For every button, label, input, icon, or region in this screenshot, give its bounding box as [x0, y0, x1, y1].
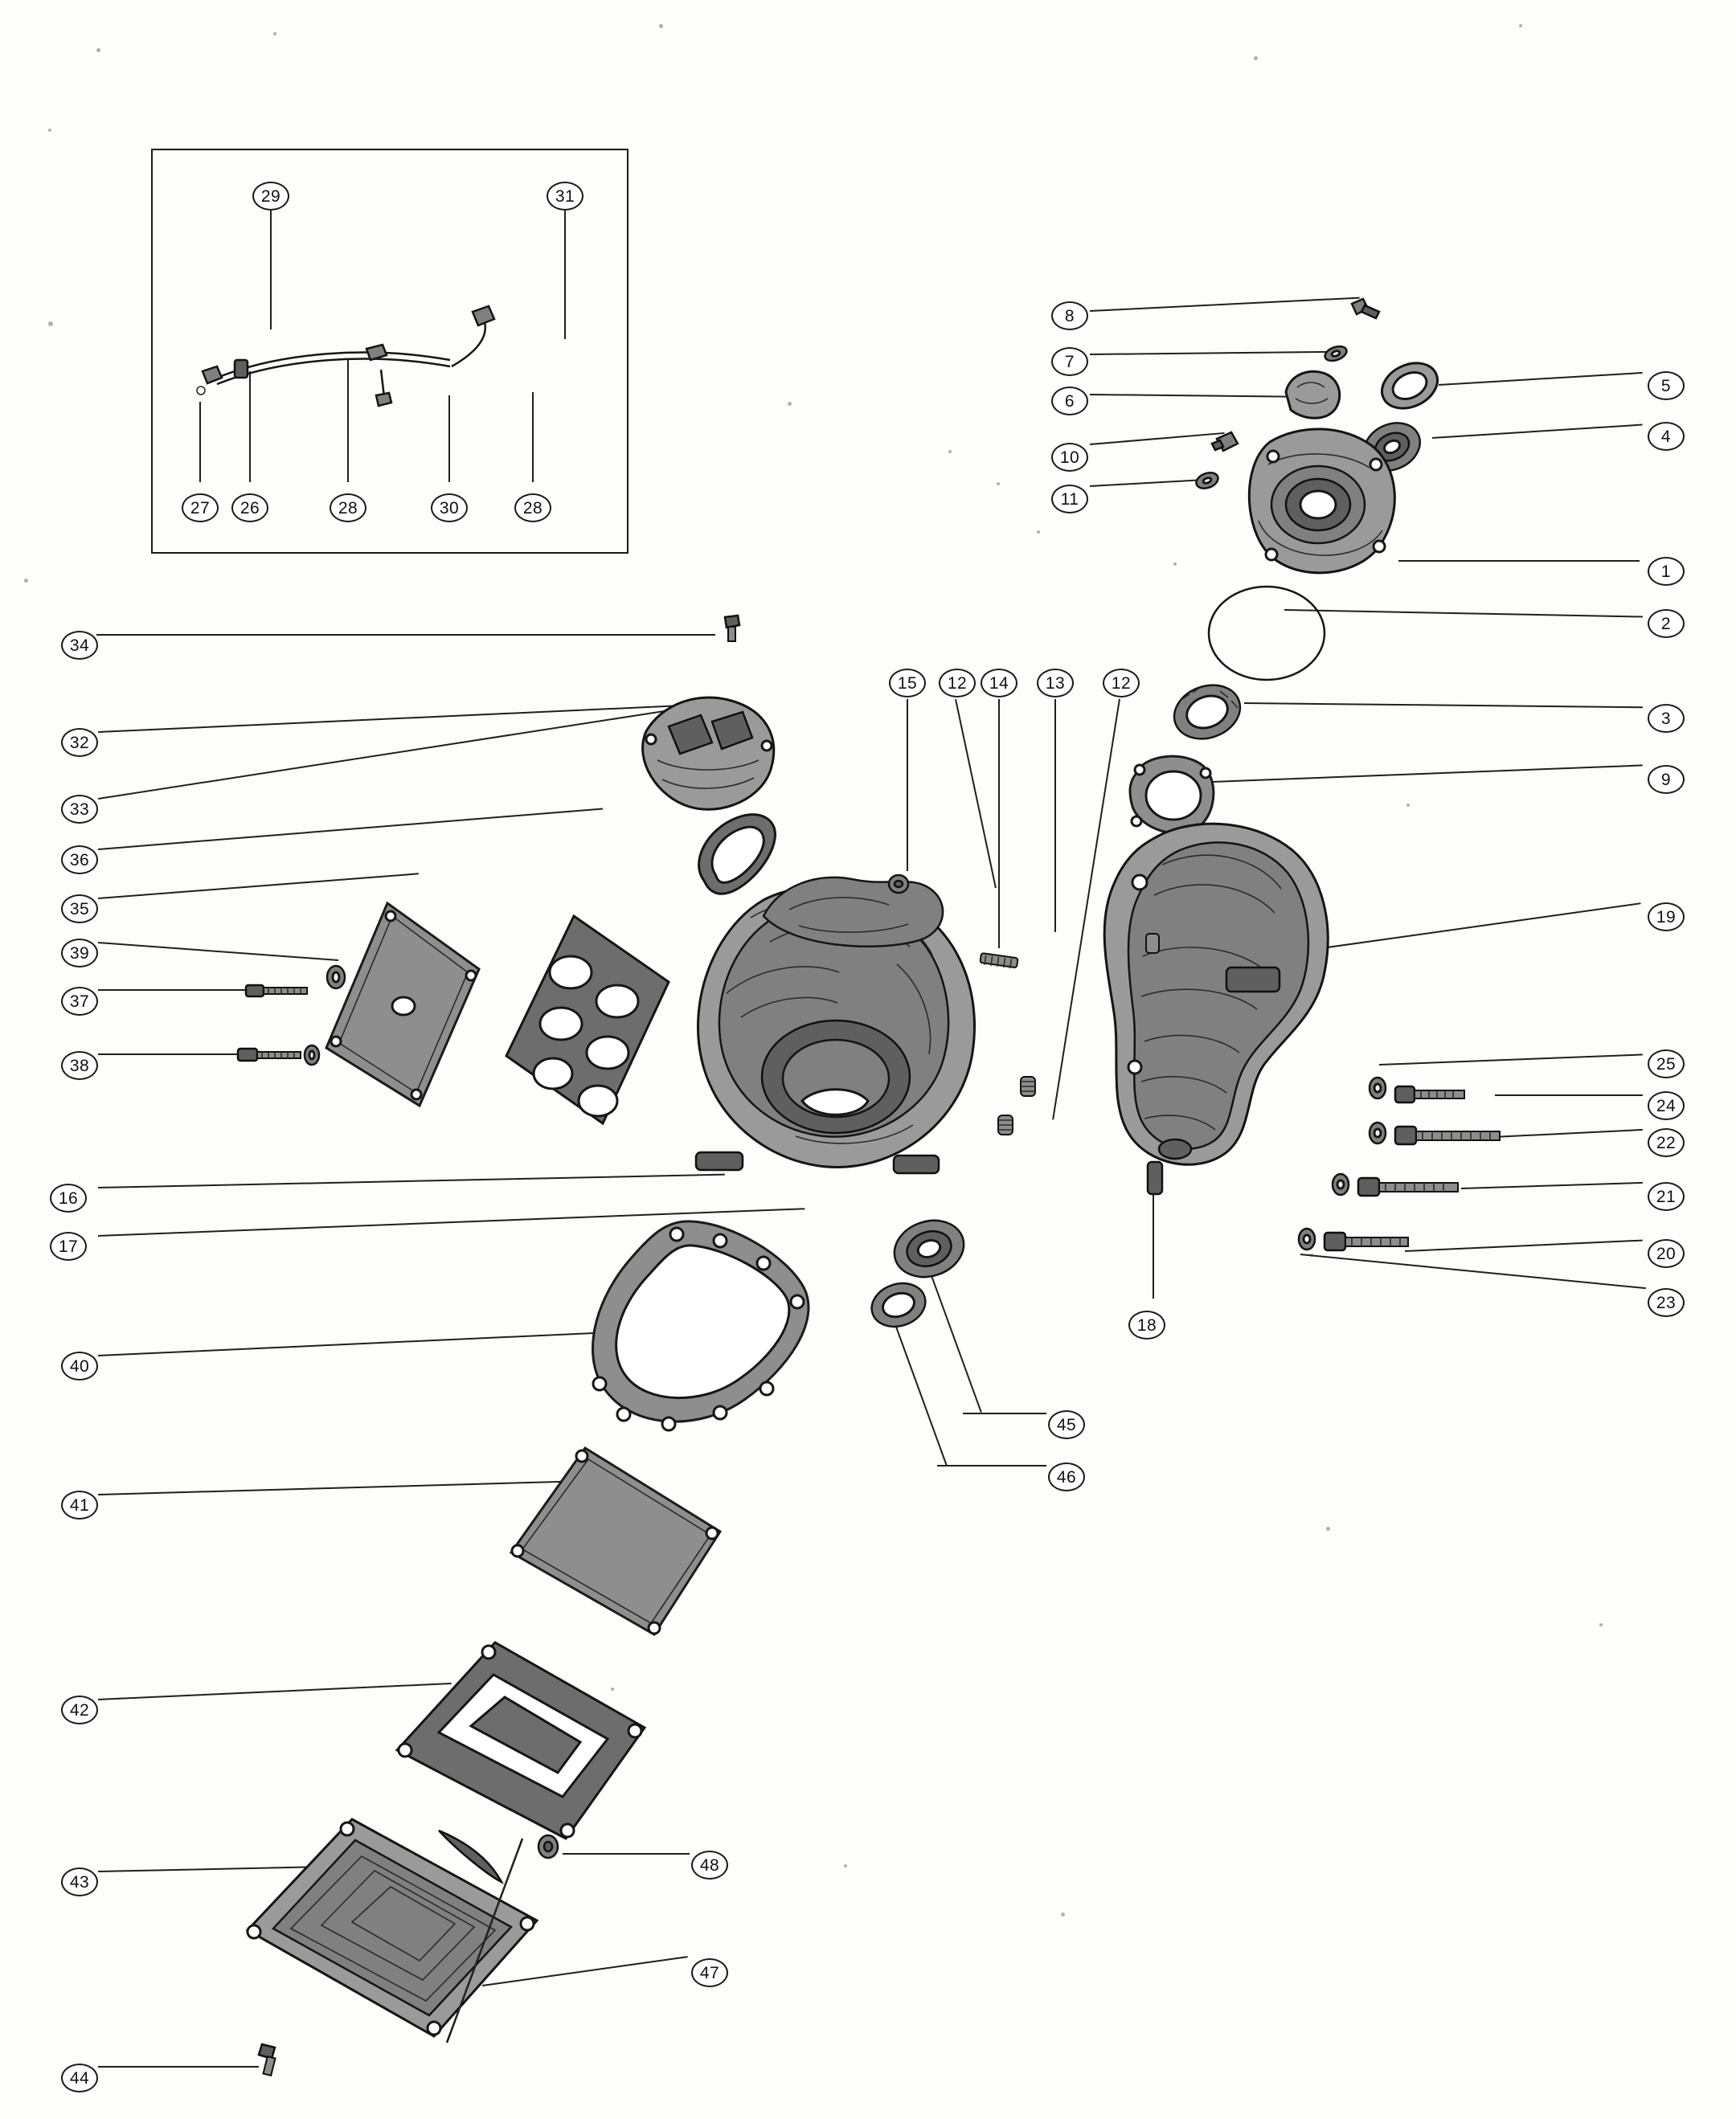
leader-20 [1405, 1240, 1643, 1252]
callout-9[interactable]: 9 [1648, 765, 1685, 794]
callout-46[interactable]: 46 [1048, 1462, 1085, 1491]
speck [997, 482, 1000, 485]
callout-39[interactable]: 39 [61, 939, 98, 967]
speck [1061, 1912, 1065, 1917]
callout-31[interactable]: 31 [547, 182, 583, 211]
part-pin-13 [1136, 926, 1172, 961]
leader-36 [98, 808, 603, 850]
speck [96, 48, 100, 52]
part-reed-gasket-33 [677, 804, 797, 908]
diagram-title [0, 0, 1, 1]
callout-21[interactable]: 21 [1648, 1182, 1685, 1211]
callout-40[interactable]: 40 [61, 1352, 98, 1381]
speck [844, 1864, 847, 1867]
leader-6 [1090, 394, 1289, 398]
part-transfer-port-gasket-36 [490, 908, 691, 1149]
callout-3[interactable]: 3 [1648, 704, 1685, 733]
speck [273, 32, 276, 35]
callout-26[interactable]: 26 [231, 493, 268, 522]
part-plug-15 [882, 868, 918, 900]
callout-12-second[interactable]: 12 [1103, 669, 1140, 697]
callout-17[interactable]: 17 [50, 1232, 87, 1261]
leader-10 [1090, 432, 1225, 445]
callout-33[interactable]: 33 [61, 795, 98, 824]
leader-9 [1212, 764, 1643, 783]
callout-48[interactable]: 48 [691, 1851, 728, 1880]
callout-4[interactable]: 4 [1648, 422, 1685, 451]
callout-45[interactable]: 45 [1048, 1410, 1085, 1439]
callout-34[interactable]: 34 [61, 631, 98, 660]
callout-14[interactable]: 14 [981, 669, 1017, 697]
leader-8 [1090, 297, 1360, 312]
leader-46-h [937, 1465, 1046, 1467]
part-bolt-20 [1320, 1225, 1440, 1260]
callout-7[interactable]: 7 [1051, 347, 1088, 376]
callout-20[interactable]: 20 [1648, 1239, 1685, 1268]
part-screw-34 [714, 612, 754, 648]
leader-31 [564, 211, 566, 339]
leader-37 [98, 989, 251, 991]
callout-38[interactable]: 38 [61, 1051, 98, 1080]
part-housing-1 [1222, 418, 1415, 595]
callout-12[interactable]: 12 [939, 669, 976, 697]
callout-5[interactable]: 5 [1648, 371, 1685, 400]
callout-28[interactable]: 28 [330, 493, 366, 522]
callout-32[interactable]: 32 [61, 728, 98, 757]
leader-40 [98, 1330, 644, 1356]
speck [1037, 530, 1040, 534]
part-dowel-12a [1013, 1069, 1048, 1102]
part-bearing-race-3 [1157, 673, 1262, 754]
callout-37[interactable]: 37 [61, 987, 98, 1016]
callout-42[interactable]: 42 [61, 1696, 98, 1724]
callout-1[interactable]: 1 [1648, 557, 1685, 586]
part-washer-39 [318, 961, 358, 993]
leader-45-h [963, 1413, 1046, 1414]
speck [1406, 804, 1410, 807]
part-bolt-21 [1353, 1170, 1490, 1205]
callout-16[interactable]: 16 [50, 1184, 87, 1213]
leader-38 [98, 1053, 243, 1055]
callout-47[interactable]: 47 [691, 1958, 728, 1987]
callout-2[interactable]: 2 [1648, 609, 1685, 638]
speck [48, 129, 51, 132]
part-screw-38 [233, 1038, 338, 1070]
callout-13[interactable]: 13 [1037, 669, 1074, 697]
leader-44 [98, 2066, 259, 2068]
leader-34 [96, 634, 715, 636]
leader-13 [1054, 699, 1056, 932]
callout-19[interactable]: 19 [1648, 902, 1685, 931]
callout-43[interactable]: 43 [61, 1867, 98, 1896]
callout-24[interactable]: 24 [1648, 1091, 1685, 1120]
leader-15 [907, 699, 908, 871]
part-cylinder-block-19 [1085, 812, 1350, 1189]
part-oil-seal-5 [1366, 355, 1455, 419]
callout-8[interactable]: 8 [1051, 301, 1088, 330]
callout-10[interactable]: 10 [1051, 443, 1088, 472]
callout-44[interactable]: 44 [61, 2064, 98, 2092]
part-stud-rod-47 [418, 1832, 547, 2057]
part-screw-8 [1344, 296, 1392, 328]
callout-27[interactable]: 27 [182, 493, 219, 522]
callout-22[interactable]: 22 [1648, 1128, 1685, 1157]
callout-11[interactable]: 11 [1051, 485, 1088, 513]
speck [1173, 562, 1177, 566]
leader-39 [98, 942, 338, 961]
part-stud-18 [1140, 1157, 1172, 1205]
part-divider-plate-41 [482, 1438, 764, 1655]
callout-41[interactable]: 41 [61, 1491, 98, 1520]
part-exhaust-gasket-40 [571, 1213, 844, 1438]
callout-30[interactable]: 30 [431, 493, 468, 522]
part-nut-48 [530, 1829, 571, 1866]
speck [48, 321, 53, 326]
part-dowel-14 [976, 944, 1024, 976]
leader-3 [1244, 702, 1643, 708]
part-screw-44 [249, 2039, 305, 2084]
part-transfer-port-cover-35 [313, 892, 506, 1133]
part-bolt-24 [1390, 1077, 1503, 1112]
callout-35[interactable]: 35 [61, 894, 98, 923]
leader-24 [1495, 1094, 1643, 1096]
part-dowel-12b [990, 1107, 1026, 1141]
part-crank-seal-46 [852, 1266, 948, 1347]
callout-28-second[interactable]: 28 [514, 493, 551, 522]
leader-29 [270, 211, 272, 329]
speck [1254, 56, 1258, 60]
speck [1326, 1527, 1330, 1531]
leader-1 [1398, 560, 1640, 562]
speck [948, 450, 952, 453]
callout-6[interactable]: 6 [1051, 387, 1088, 415]
speck [788, 402, 792, 406]
leader-25 [1379, 1053, 1643, 1066]
speck [1599, 1623, 1603, 1626]
leader-16 [98, 1174, 725, 1188]
callout-18[interactable]: 18 [1128, 1311, 1165, 1340]
speck [1519, 24, 1522, 27]
part-bolt-22 [1390, 1119, 1527, 1154]
leader-5 [1439, 372, 1643, 386]
leader-7 [1090, 351, 1334, 355]
callout-23[interactable]: 23 [1648, 1288, 1685, 1317]
speck [24, 579, 28, 583]
inset-hose-assembly [185, 321, 603, 482]
leader-4 [1432, 424, 1643, 439]
callout-29[interactable]: 29 [252, 182, 289, 211]
callout-36[interactable]: 36 [61, 845, 98, 874]
callout-25[interactable]: 25 [1648, 1049, 1685, 1078]
callout-15[interactable]: 15 [889, 669, 926, 697]
speck [659, 24, 663, 28]
